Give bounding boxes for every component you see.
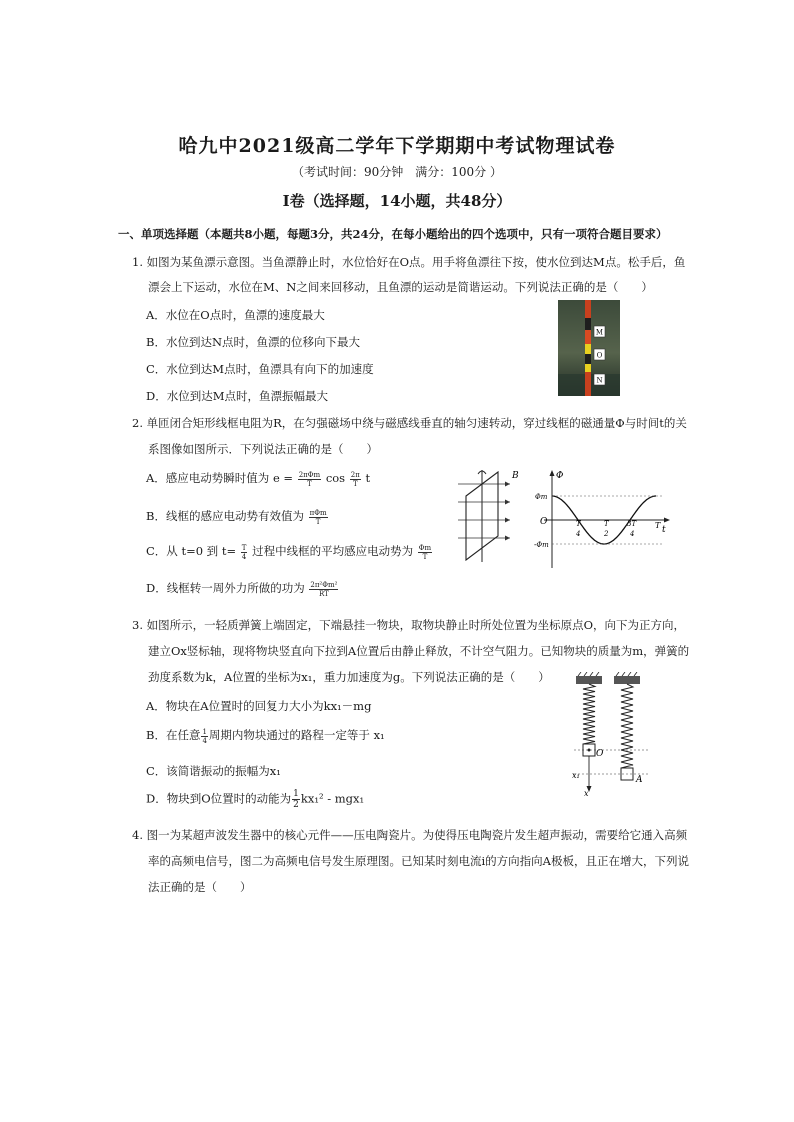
q2c-f1-num: T <box>241 543 247 552</box>
q1-stem-line2: 漂会上下运动，水位在M、N之间来回移动，且鱼漂的运动是简谐运动。下列说法正确的是（ ） <box>148 280 653 294</box>
float-stem-bottom <box>585 372 591 396</box>
q3d-f-den: 2 <box>293 800 299 810</box>
q1-stem-line1: 1. 如图为某鱼漂示意图。当鱼漂静止时，水位恰好在O点。用手将鱼漂往下按，使水位到达M点。松手后，鱼 <box>132 255 686 269</box>
q2b-prefix: B．线框的感应电动势有效值为 <box>146 509 304 523</box>
field-arrow-icons <box>505 482 510 541</box>
q2a-f1-den: T <box>307 479 312 488</box>
q1-option-d: D．水位到达M点时，鱼漂振幅最大 <box>146 389 328 403</box>
tick-3t-over-4-den: 4 <box>630 530 635 538</box>
float-stem-yellow2 <box>585 364 591 372</box>
left-ceiling-hatch <box>578 672 599 676</box>
float-stem-red <box>585 330 591 344</box>
neg-phi-max-label: -Φm <box>534 541 549 549</box>
q1-option-c: C．水位到达M点时，鱼漂具有向下的加速度 <box>146 362 374 376</box>
q2-option-d <box>146 580 339 598</box>
label-o: O <box>596 351 603 360</box>
q3-option-b <box>146 727 385 745</box>
tick-t-over-2-num: T <box>604 520 609 528</box>
q2-stem-line2: 系图像如图所示．下列说法正确的是（ ） <box>148 442 378 456</box>
q2b-f-num: πΦm <box>309 508 327 517</box>
origin-label-o: O <box>596 749 604 759</box>
q2a-prefix: A．感应电动势瞬时值为 e = <box>146 471 294 485</box>
q2-stem-line1: 2. 单匝闭合矩形线框电阻为R，在匀强磁场中绕与磁感线垂直的轴匀速转动，穿过线框的磁通量Φ与时间t的关 <box>132 416 687 430</box>
label-x1: x₁ <box>572 771 580 780</box>
right-ceiling-hatch <box>616 672 637 676</box>
q3b-prefix: B．在任意 <box>146 728 201 742</box>
q2a-fraction-1 <box>298 471 321 488</box>
exam-title: 哈九中2021级高二学年下学期期中考试物理试卷 <box>178 135 616 157</box>
q2-option-c <box>146 543 433 561</box>
q3-stem-line3: 劲度系数为k，A位置的坐标为x₁，重力加速度为g。下列说法正确的是（ ） <box>148 670 550 684</box>
q2c-fraction-1 <box>241 544 248 561</box>
x-axis-arrow-icon <box>664 518 670 523</box>
left-ceiling <box>576 676 602 684</box>
q3-option-d <box>146 789 364 810</box>
field-label-b: B <box>512 471 519 481</box>
q3b-f-den: 4 <box>202 736 207 745</box>
q2c-mid: 过程中线框的平均感应电动势为 <box>252 544 414 558</box>
q2d-f-num: 2π²Φm² <box>310 580 338 589</box>
q4-stem-line2: 率的高频电信号，图二为高频电信号发生原理图。已知某时刻电流i的方向指向A极板，且正在增大，下列说 <box>148 854 689 868</box>
q2c-f2-den: T <box>422 552 428 561</box>
q4-stem-line3: 法正确的是（ ） <box>148 880 252 894</box>
q3-stem-line1: 3. 如图所示，一轻质弹簧上端固定，下端悬挂一物块，取物块静止时所处位置为坐标原点O，向下为正方向， <box>132 618 686 632</box>
float-stem-band <box>585 318 591 330</box>
y-axis-arrow-icon <box>550 470 555 476</box>
float-stem-top <box>585 300 591 318</box>
q3d-fraction <box>292 789 300 810</box>
y-axis-label: Φ <box>556 471 564 481</box>
q1-float-photo <box>558 300 620 396</box>
q3-stem-line2: 建立Ox竖标轴，现将物块竖直向下拉到A位置后由静止释放，不计空气阻力。已知物块的质量为m，弹簧的 <box>148 644 690 658</box>
left-spring <box>583 684 595 744</box>
q3d-prefix: D．物块到O位置时的动能为 <box>146 791 292 806</box>
q2-option-a <box>146 470 370 488</box>
q3d-suffix: kx₁² - mgx₁ <box>300 791 365 806</box>
q3b-suffix: 周期内物块通过的路程一定等于 x₁ <box>208 728 385 742</box>
q3-spring-figure <box>570 672 652 798</box>
q2-flux-graph <box>534 468 672 574</box>
q3-option-a: A．物块在A位置时的回复力大小为kx₁－mg <box>146 699 372 713</box>
q2d-fraction <box>309 581 338 598</box>
q2b-f-den: T <box>315 517 321 526</box>
tick-3t-over-4-num: 3T <box>627 520 637 528</box>
q2c-f1-den: 4 <box>241 552 247 561</box>
label-m: M <box>595 328 604 337</box>
q2c-f2-num: Φm <box>418 543 432 552</box>
q2a-suffix: t <box>365 471 371 485</box>
q2-option-b <box>146 508 329 526</box>
q2a-fraction-2 <box>350 471 361 488</box>
q2d-f-den: RT <box>318 589 329 598</box>
q2d-prefix: D．线框转一周外力所做的功为 <box>146 581 305 595</box>
q1-option-b: B．水位到达N点时，鱼漂的位移向下最大 <box>146 335 361 349</box>
tick-t-over-4-num: T <box>576 520 581 528</box>
q2-coil-figure <box>452 466 520 566</box>
tick-t: T <box>655 521 661 530</box>
q2c-fraction-2 <box>418 544 432 561</box>
q1-option-a: A．水位在O点时，鱼漂的速度最大 <box>146 308 325 322</box>
phi-max-label: Φm <box>535 493 548 501</box>
section-title: I卷（选择题，14小题，共48分） <box>282 192 512 210</box>
q2c-prefix: C．从 t=0 到 t= <box>146 544 237 558</box>
q2a-f2-den: T <box>352 479 358 488</box>
right-spring <box>621 684 633 768</box>
part-heading: 一、单项选择题（本题共8小题，每题3分，共24分，在每小题给出的四个选项中，只有一项符合题目要求） <box>118 227 668 241</box>
tick-t-over-4-den: 4 <box>576 530 581 538</box>
q2a-f2-num: 2π <box>350 470 360 479</box>
q3b-fraction <box>201 728 207 745</box>
q2b-fraction <box>309 509 328 526</box>
label-x: x <box>584 789 589 798</box>
origin-label: O <box>540 517 548 527</box>
exam-subtitle: （考试时间：90分钟 满分：100分 ） <box>292 165 502 179</box>
label-a: A <box>636 775 643 785</box>
tick-t-over-2-den: 2 <box>604 530 609 538</box>
q2a-f1-num: 2πΦm <box>298 470 321 479</box>
q3b-f-num: 1 <box>202 727 207 736</box>
float-stem-yellow <box>585 344 591 354</box>
q4-stem-line1: 4. 图一为某超声波发生器中的核心元件——压电陶瓷片。为使得压电陶瓷片发生超声振动，需要给它通入高频 <box>132 828 688 842</box>
q3d-f-num: 1 <box>293 789 299 799</box>
right-ceiling <box>614 676 640 684</box>
q2a-cos: cos <box>325 471 346 485</box>
x-axis-label: t <box>662 525 666 535</box>
label-n: N <box>596 376 603 385</box>
q3-option-c: C．该简谐振动的振幅为x₁ <box>146 764 281 778</box>
float-stem-black <box>585 354 591 364</box>
